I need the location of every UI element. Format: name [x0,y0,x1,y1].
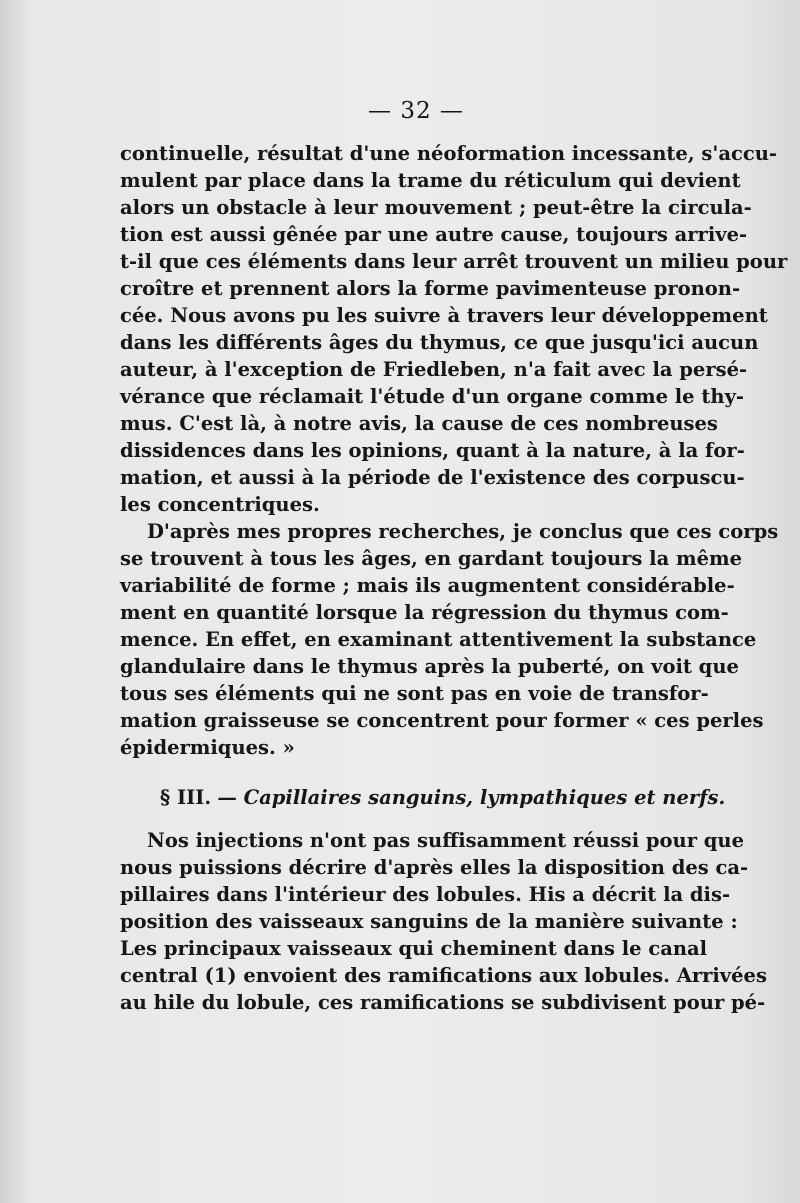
section-number: § III. [160,786,212,809]
text-line: mation, et aussi à la période de l'existence des corpuscu- [120,466,745,489]
text-line: croître et prennent alors la forme pavimenteuse pronon- [120,277,741,300]
text-line: D'après mes propres recherches, je conclus que ces corps [147,520,779,543]
page-number: — 32 — [368,98,464,124]
text-line: mation graisseuse se concentrent pour former « ces perles [120,709,764,732]
text-line: mus. C'est là, à notre avis, la cause de ces nombreuses [120,412,718,435]
text-line: tion est aussi gênée par une autre cause, toujours arrive- [120,223,748,246]
text-line: mulent par place dans la trame du réticulum qui devient [120,169,741,192]
text-line: tous ses éléments qui ne sont pas en voie de transfor- [120,682,709,705]
text-line: central (1) envoient des ramifications aux lobules. Arrivées [120,964,767,987]
text-line: Les principaux vaisseaux qui cheminent dans le canal [120,937,708,960]
text-line: glandulaire dans le thymus après la puberté, on voit que [120,655,739,678]
section-title: — Capillaires sanguins, lympathiques et nerfs. [217,786,726,809]
section-heading [160,784,726,811]
text-line: se trouvent à tous les âges, en gardant toujours la même [120,547,743,570]
text-line: continuelle, résultat d'une néoformation incessante, s'accu- [120,142,778,165]
text-line: vérance que réclamait l'étude d'un organe comme le thy- [120,385,744,408]
text-line: pillaires dans l'intérieur des lobules. His a décrit la dis- [120,883,731,906]
text-line: dans les différents âges du thymus, ce que jusqu'ici aucun [120,331,759,354]
text-line: ment en quantité lorsque la régression du thymus com- [120,601,729,624]
text-line: dissidences dans les opinions, quant à la nature, à la for- [120,439,745,462]
text-line: t-il que ces éléments dans leur arrêt trouvent un milieu pour [120,250,788,273]
text-line: nous puissions décrire d'après elles la disposition des ca- [120,856,749,879]
text-line: position des vaisseaux sanguins de la manière suivante : [120,910,738,933]
text-line: auteur, à l'exception de Friedleben, n'a fait avec la persé- [120,358,748,381]
text-line: alors un obstacle à leur mouvement ; peut-être la circula- [120,196,752,219]
text-line: variabilité de forme ; mais ils augmentent considérable- [120,574,735,597]
text-line: au hile du lobule, ces ramifications se subdivisent pour pé- [120,991,766,1014]
text-line: épidermiques. » [120,736,295,759]
text-line: cée. Nous avons pu les suivre à travers leur développement [120,304,768,327]
text-line: mence. En effet, en examinant attentivement la substance [120,628,757,651]
text-line: Nos injections n'ont pas suffisamment réussi pour que [147,829,744,852]
text-line: les concentriques. [120,493,320,516]
